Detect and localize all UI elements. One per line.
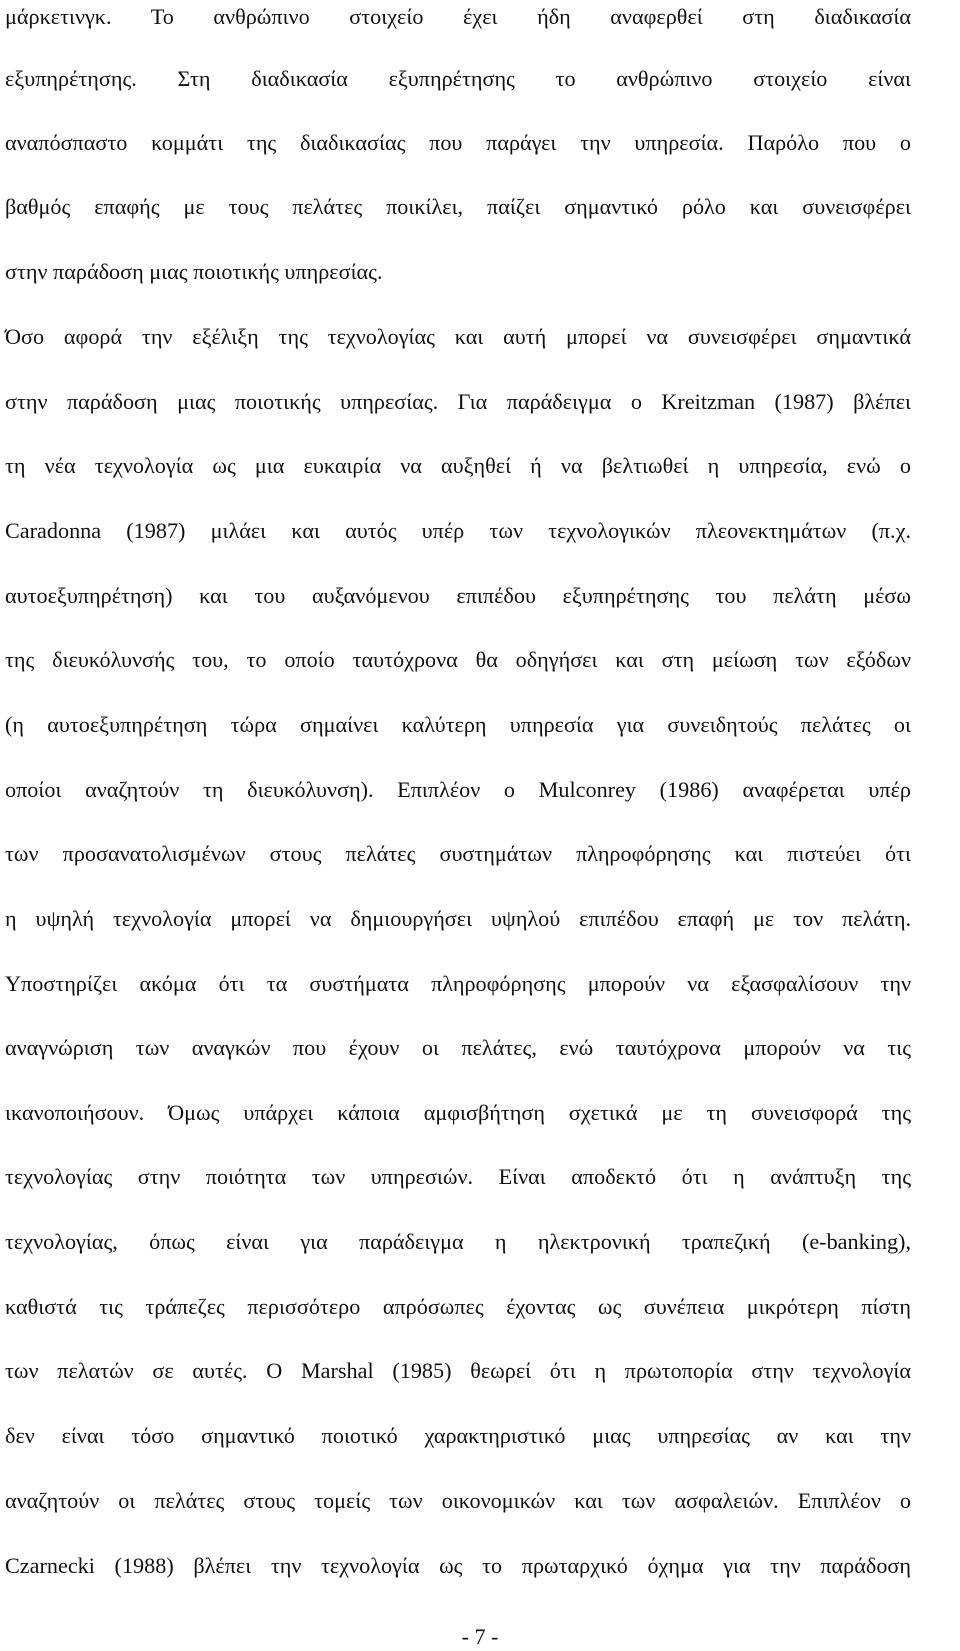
text-line: τεχνολογίας στην ποιότητα των υπηρεσιών. Είναι αποδεκτό ότι η ανάπτυξη της bbox=[5, 1164, 911, 1189]
text-line: οποίοι αναζητούν τη διευκόλυνση). Επιπλέον ο Mulconrey (1986) αναφέρεται υπέρ bbox=[5, 777, 911, 802]
text-line: τη νέα τεχνολογία ως μια ευκαιρία να αυξηθεί ή να βελτιωθεί η υπηρεσία, ενώ ο bbox=[5, 453, 911, 478]
text-line: αυτοεξυπηρέτηση) και του αυξανόμενου επιπέδου εξυπηρέτησης του πελάτη μέσω bbox=[5, 583, 911, 608]
text-line: στην παράδοση μιας ποιοτικής υπηρεσίας. Για παράδειγμα ο Kreitzman (1987) βλέπει bbox=[5, 389, 911, 414]
text-line: αναζητούν οι πελάτες στους τομείς των οικονομικών και των ασφαλειών. Επιπλέον ο bbox=[5, 1488, 911, 1513]
text-line: η υψηλή τεχνολογία μπορεί να δημιουργήσει υψηλού επιπέδου επαφή με τον πελάτη. bbox=[5, 906, 911, 931]
text-line: Υποστηρίζει ακόμα ότι τα συστήματα πληροφόρησης μπορούν να εξασφαλίσουν την bbox=[5, 971, 911, 996]
text-line: Caradonna (1987) μιλάει και αυτός υπέρ των τεχνολογικών πλεονεκτημάτων (π.χ. bbox=[5, 518, 911, 543]
text-line: αναπόσπαστο κομμάτι της διαδικασίας που παράγει την υπηρεσία. Παρόλο που ο bbox=[5, 130, 911, 155]
text-line: δεν είναι τόσο σημαντικό ποιοτικό χαρακτηριστικό μιας υπηρεσίας αν και την bbox=[5, 1423, 911, 1448]
text-line: βαθμός επαφής με τους πελάτες ποικίλει, παίζει σημαντικό ρόλο και συνεισφέρει bbox=[5, 194, 911, 219]
text-line: Czarnecki (1988) βλέπει την τεχνολογία ως το πρωταρχικό όχημα για την παράδοση bbox=[5, 1553, 911, 1578]
text-line: των πελατών σε αυτές. Ο Marshal (1985) θεωρεί ότι η πρωτοπορία στην τεχνολογία bbox=[5, 1358, 911, 1383]
page-number: - 7 - bbox=[461, 1624, 499, 1649]
text-line: ικανοποιήσουν. Όμως υπάρχει κάποια αμφισβήτηση σχετικά με τη συνεισφορά της bbox=[5, 1100, 911, 1125]
text-line: της διευκόλυνσής του, το οποίο ταυτόχρονα θα οδηγήσει και στη μείωση των εξόδων bbox=[5, 647, 911, 672]
text-line: τεχνολογίας, όπως είναι για παράδειγμα η ηλεκτρονική τραπεζική (e-banking), bbox=[5, 1229, 911, 1254]
text-line: των προσανατολισμένων στους πελάτες συστημάτων πληροφόρησης και πιστεύει ότι bbox=[5, 841, 911, 866]
text-line: (η αυτοεξυπηρέτηση τώρα σημαίνει καλύτερη υπηρεσία για συνειδητούς πελάτες οι bbox=[5, 712, 911, 737]
text-line: καθιστά τις τράπεζες περισσότερο απρόσωπες έχοντας ως συνέπεια μικρότερη πίστη bbox=[5, 1294, 911, 1319]
text-line: αναγνώριση των αναγκών που έχουν οι πελάτες, ενώ ταυτόχρονα μπορούν να τις bbox=[5, 1035, 911, 1060]
text-line: μάρκετινγκ. Το ανθρώπινο στοιχείο έχει ήδη αναφερθεί στη διαδικασία bbox=[5, 4, 911, 29]
text-line: Όσο αφορά την εξέλιξη της τεχνολογίας και αυτή μπορεί να συνεισφέρει σημαντικά bbox=[5, 324, 911, 349]
text-line: στην παράδοση μιας ποιοτικής υπηρεσίας. bbox=[5, 259, 383, 284]
text-line: εξυπηρέτησης. Στη διαδικασία εξυπηρέτησης το ανθρώπινο στοιχείο είναι bbox=[5, 66, 911, 91]
